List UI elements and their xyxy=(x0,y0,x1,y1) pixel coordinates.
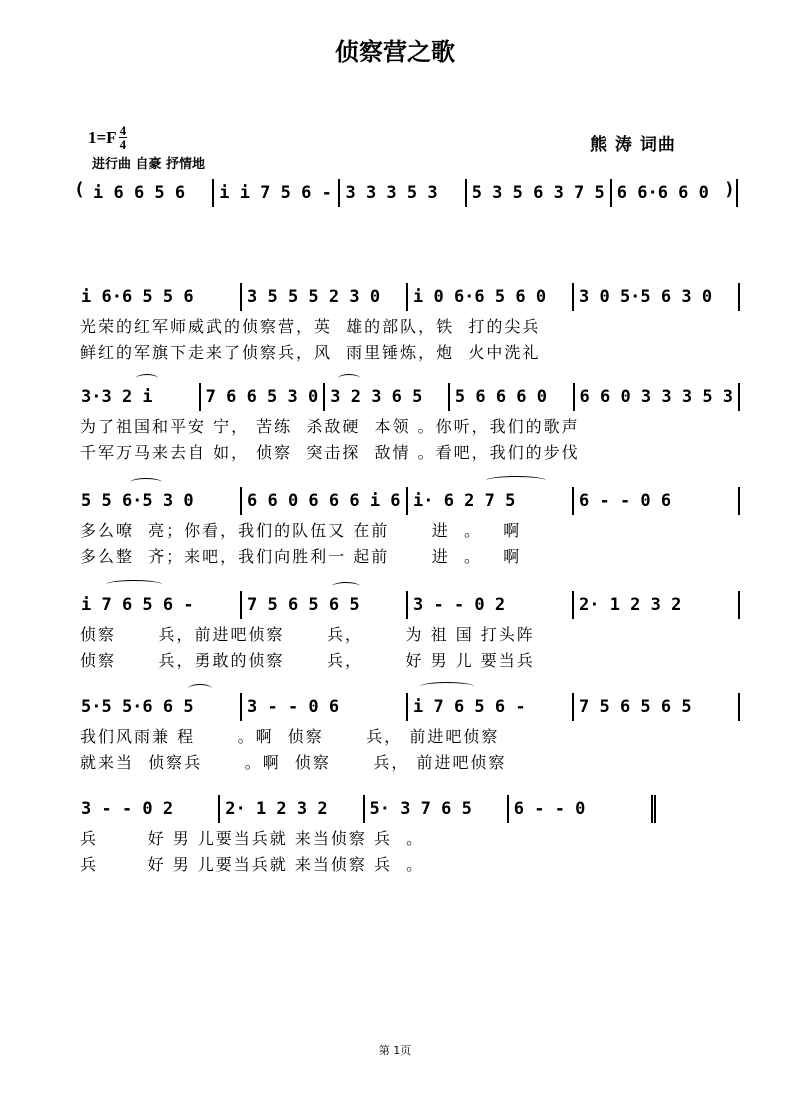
intro-measures xyxy=(88,178,738,208)
lyrics-verse-1: 光荣的红军师威武的侦察营，英 雄的部队，铁 打的尖兵 xyxy=(80,317,541,336)
time-beats: 4 xyxy=(119,123,127,138)
lyrics-verse-1: 多么嘹 亮；你看，我们的队伍又 在前 进 。 啊 xyxy=(80,521,522,540)
lyrics-verse-2: 侦察 兵，勇敢的侦察 兵， 好 男 儿 要当兵 xyxy=(80,651,535,670)
measure: 6 - - 0 xyxy=(507,795,656,823)
measure: 2· 1 2 3 2 xyxy=(572,591,740,619)
system-measures xyxy=(76,382,740,412)
measure: i 6 6 5 6 xyxy=(93,183,186,203)
measure: 3 - - 0 2 xyxy=(406,591,572,619)
measure: 7 6 6 5 3 0 xyxy=(199,383,324,411)
measure: 3·3 2 i xyxy=(81,387,153,407)
measure: 3 3 3 5 3 xyxy=(338,179,464,207)
measure: i· 6 2 7 5 xyxy=(406,487,572,515)
intro-close-paren: ) xyxy=(724,179,735,200)
measure: 3 - - 0 6 xyxy=(240,693,406,721)
measure: 3 2 3 6 5 xyxy=(323,383,448,411)
author-credit: 熊 涛 词曲 xyxy=(590,135,676,155)
lyrics-verse-2: 千军万马来去自 如， 侦察 突击探 敌情 。看吧，我们的步伐 xyxy=(80,443,580,462)
song-title: 侦察营之歌 xyxy=(335,37,455,66)
measure: 6 - - 0 6 xyxy=(572,487,740,515)
system-measures xyxy=(76,486,740,516)
lyrics-verse-2: 鲜红的军旗下走来了侦察兵，风 雨里锤炼，炮 火中洗礼 xyxy=(80,343,541,362)
measure: i 7 6 5 6 - xyxy=(81,595,194,615)
slur-mark xyxy=(106,580,162,589)
system-measures xyxy=(76,282,740,312)
measure: 7 5 6 5 6 5 xyxy=(572,693,740,721)
measure: 6 6·6 6 0 xyxy=(610,179,738,207)
measure: 2· 1 2 3 2 xyxy=(218,795,362,823)
measure: 3 5 5 5 2 3 0 xyxy=(240,283,406,311)
page-number: 第 1页 xyxy=(378,1044,412,1057)
measure: i 0 6·6 5 6 0 xyxy=(406,283,572,311)
lyrics-verse-1: 兵 好 男 儿要当兵就 来当侦察 兵 。 xyxy=(80,829,425,848)
key-signature xyxy=(88,124,127,151)
slur-mark xyxy=(420,682,474,691)
tempo-marking: 进行曲 自豪 抒情地 xyxy=(92,157,206,172)
intro-open-paren: ( xyxy=(74,179,85,200)
lyrics-verse-2: 多么整 齐；来吧，我们向胜利一 起前 进 。 啊 xyxy=(80,547,522,566)
measure: 3 - - 0 2 xyxy=(81,799,174,819)
key-prefix: 1=F xyxy=(88,127,117,147)
lyrics-verse-1: 我们风雨兼 程 。啊 侦察 兵， 前进吧侦察 xyxy=(80,727,500,746)
time-signature xyxy=(119,124,128,151)
system-measures xyxy=(76,590,740,620)
measure: 6 6 0 3 3 3 5 3 xyxy=(573,383,741,411)
system-measures xyxy=(76,692,740,722)
system-measures xyxy=(76,794,656,824)
measure: 5 6 6 6 0 xyxy=(448,383,573,411)
lyrics-verse-1: 侦察 兵，前进吧侦察 兵， 为 祖 国 打头阵 xyxy=(80,625,535,644)
lyrics-verse-1: 为了祖国和平安 宁， 苦练 杀敌硬 本领 。你听，我们的歌声 xyxy=(80,417,580,436)
time-unit: 4 xyxy=(119,137,127,152)
slur-mark xyxy=(486,476,546,485)
measure: 3 0 5·5 6 3 0 xyxy=(572,283,740,311)
measure: i 6·6 5 5 6 xyxy=(81,287,194,307)
measure: 6 6 0 6 6 6 i 6 xyxy=(240,487,406,515)
lyrics-verse-2: 就来当 侦察兵 。啊 侦察 兵， 前进吧侦察 xyxy=(80,753,507,772)
measure: 7 5 6 5 6 5 xyxy=(240,591,406,619)
measure: i i 7 5 6 - xyxy=(212,179,338,207)
measure: 5· 3 7 6 5 xyxy=(363,795,507,823)
measure: i 7 6 5 6 - xyxy=(406,693,572,721)
lyrics-verse-2: 兵 好 男 儿要当兵就 来当侦察 兵 。 xyxy=(80,855,425,874)
measure: 5 3 5 6 3 7 5 xyxy=(465,179,610,207)
measure: 5 5 6·5 3 0 xyxy=(81,491,194,511)
measure: 5·5 5·6 6 5 xyxy=(81,697,194,717)
